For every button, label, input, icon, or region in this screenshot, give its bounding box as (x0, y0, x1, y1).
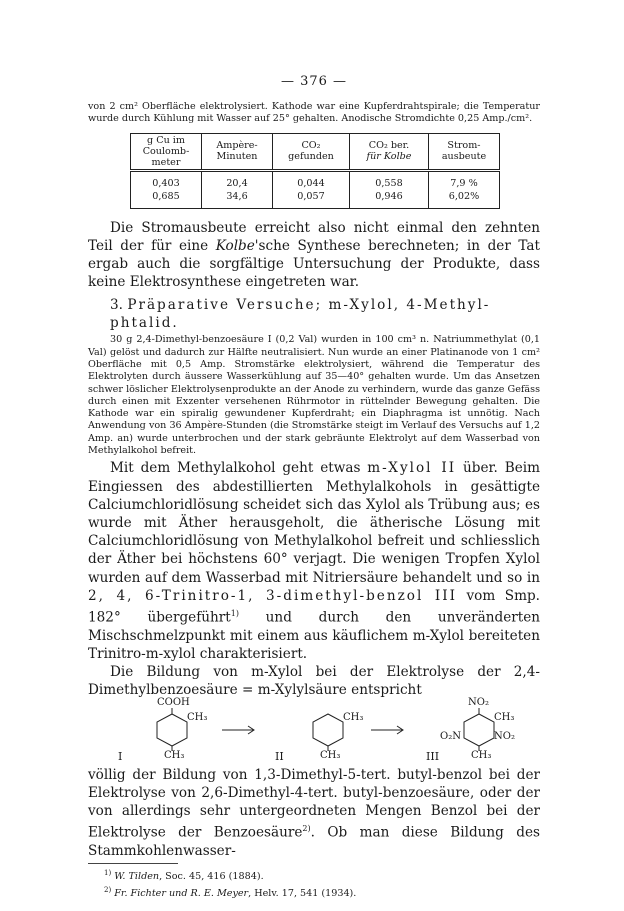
paragraph-current-yield: Die Stromausbeute erreicht also nicht einmal den zehnten Teil der für eine Kolbe'sche Synthese berechneten; in der Tat ergab auch die sorgfältige Untersuchung der Produkte, dass keine Elektrosynthese eingetreten war. (88, 219, 540, 291)
experimental-paragraph: 30 g 2,4-Dimethyl-benzoesäure I (0,2 Val) wurden in 100 cm³ n. Natriummethylat (0,1 Val) gelöst und dadurch zur Hälfte neutralisiert. Nun wurde an einer Platinanode von 1 cm² Oberfläche mit 0,5 Amp. Stromstärke elektrolysiert, während die Temperatur des Elektrolyten durch äussere Wasserkühlung auf 35—40° gehalten wurde. Um das Ansetzen schwer löslicher Elektrolysenprodukte an der Anode zu verhindern, wurde das ganze Gefäss durch einen mit Exzenter versehenen Rührmotor in rüttelnder Bewegung gehalten. Die Kathode war ein spiralig gewundener Kupferdraht; ein Diaphragma ist unnötig. Nach Anwendung von 36 Ampère-Stunden (die Stromstärke steigt im Verlauf des Versuchs auf 1,2 Amp. an) wurde unterbrochen und der stark gebräunte Elektrolyt auf dem Wasserbad von Methylalkohol befreit. (88, 334, 540, 457)
label-ch3-II-right: CH₃ (343, 711, 364, 723)
table-cell: 0,044 (273, 170, 350, 190)
table-cell: 6,02% (429, 190, 500, 209)
reaction-scheme-svg (88, 700, 540, 788)
compound-label-II: II (275, 749, 284, 763)
table-cell: 0,558 (350, 170, 429, 190)
paragraph-xylylic-acid: Die Bildung von m-Xylol bei der Elektrolyse der 2,4-Dimethylbenzoesäure = m-Xylylsäure entspricht (88, 664, 540, 699)
section-heading: 3. Präparative Versuche; m-Xylol, 4-Methyl-phtalid. (110, 297, 491, 332)
label-cooh: COOH (157, 696, 190, 708)
label-ch3-III-bottom: CH₃ (471, 749, 492, 761)
label-o2n-left: O₂N (440, 730, 461, 742)
paragraph-comparison: völlig der Bildung von 1,3-Dimethyl-5-tert. butyl-benzol bei der Elektrolyse von 2,6-Dimethyl-4-tert. butyl-benzoesäure, oder der von allerdings sehr untergeordneten Mengen Benzol bei der Elektrolyse der Benzoesäure$^{2)}$. Ob man diese Bildung des Stammkohlenwasser- (88, 766, 540, 859)
compound-label-III: III (426, 749, 440, 763)
table-header-row (131, 133, 500, 170)
page-number: — 376 — (280, 74, 348, 89)
label-no2-right: NO₂ (494, 730, 515, 742)
reaction-scheme (88, 696, 540, 788)
label-ch3-I-right: CH₃ (187, 711, 208, 723)
footnote-2: $^{2)}$ Fr. Fichter und R. E. Meyer, Helv. 17, 541 (1934). (104, 885, 357, 899)
table-row (131, 190, 500, 209)
table-cell: 0,057 (273, 190, 350, 209)
benzene-ring-I (157, 714, 187, 746)
header-ampere-minutes: Ampère- Minuten (202, 133, 273, 170)
table-cell: 7,9 % (429, 170, 500, 190)
table-cell: 34,6 (202, 190, 273, 209)
label-no2-top: NO₂ (468, 696, 489, 708)
header-co2-calc: CO₂ ber. für Kolbe (350, 133, 429, 170)
footnote-1: $^{1)}$ W. Tilden, Soc. 45, 416 (1884). (104, 869, 264, 883)
label-ch3-III-right: CH₃ (494, 711, 515, 723)
table-cell: 0,403 (131, 170, 202, 190)
footnotes (88, 867, 540, 900)
intro-paragraph: von 2 cm² Oberfläche elektrolysiert. Kathode war eine Kupferdrahtspirale; die Temperatur wurde durch Kühlung mit Wasser auf 25° gehalten. Anodische Stromdichte 0,25 Amp./cm². (88, 101, 540, 125)
header-yield: Strom- ausbeute (429, 133, 500, 170)
benzene-ring-III (464, 714, 494, 746)
header-cu: g Cu im Coulomb- meter (131, 133, 202, 170)
label-ch3-I-bottom: CH₃ (164, 749, 185, 761)
results-table (130, 133, 500, 209)
paragraph-methanol: Mit dem Methylalkohol geht etwas m-Xylol II über. Beim Eingiessen des abdestillierten Methylalkohols in gesättigte Calciumchloridlösung scheidet sich das Xylol als Trübung aus; es wurde mit Äther herausgeholt, die ätherische Lösung mit Calciumchloridlösung von Methylalkohol befreit und schliesslich der Äther bei höchstens 60° verjagt. Die wenigen Tropfen Xylol wurden auf dem Wasserbad mit Nitriersäure behandelt und so in 2, 4, 6-Trinitro-1, 3-dimethyl-benzol III vom Smp. 182° übergeführt$^{1)}$ und durch den unveränderten Mischschmelzpunkt mit einem aus käuflichem m-Xylol bereiteten Trinitro-m-xylol charakterisiert. (88, 460, 541, 662)
compound-label-I: I (118, 749, 123, 763)
table-row (131, 170, 500, 190)
header-co2-found: CO₂ gefunden (273, 133, 350, 170)
table-cell: 0,685 (131, 190, 202, 209)
footnote-ref-2[interactable]: 2) (302, 824, 311, 834)
footnote-ref-1[interactable]: 1) (230, 609, 239, 618)
footnote-divider (88, 863, 178, 864)
name-kolbe: Kolbe (215, 237, 255, 254)
page (88, 74, 540, 900)
benzene-ring-II (313, 714, 343, 746)
label-ch3-II-bottom: CH₃ (320, 749, 341, 761)
table-cell: 20,4 (202, 170, 273, 190)
table-cell: 0,946 (350, 190, 429, 209)
